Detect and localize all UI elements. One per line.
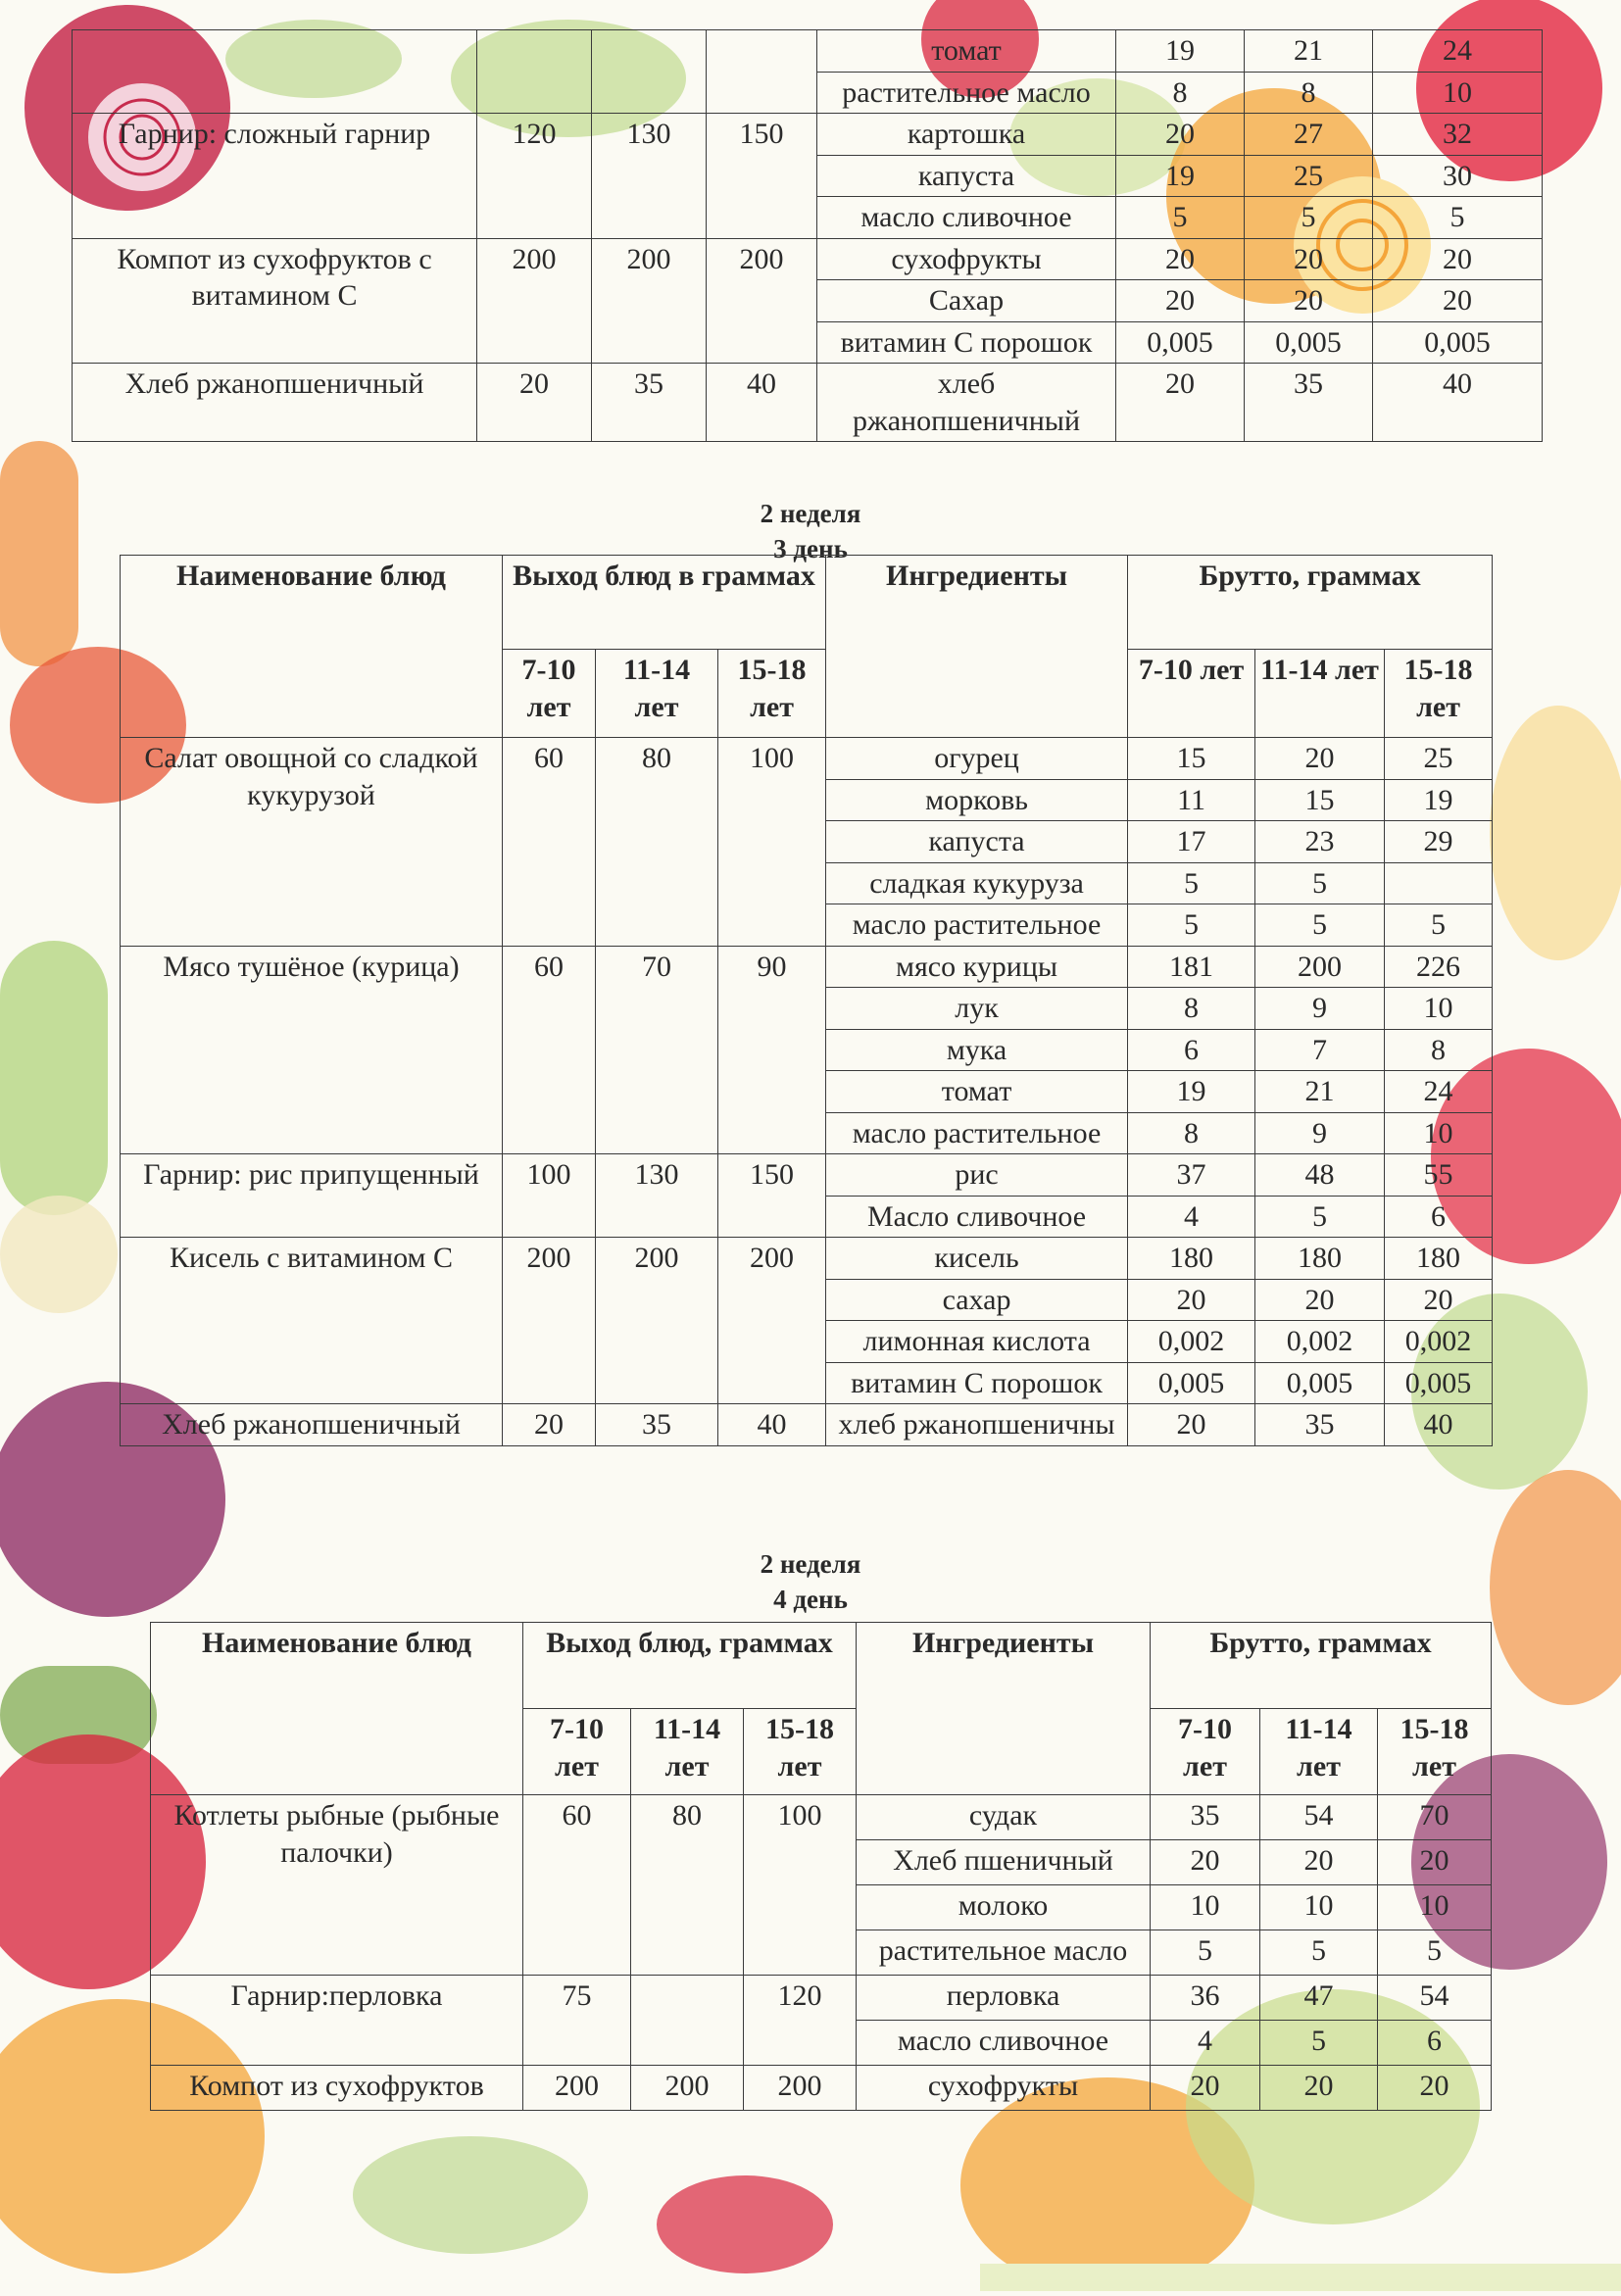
brutto-7-10: 181 [1128,946,1255,988]
day4-col-ingredients: Ингредиенты [857,1623,1151,1795]
ingredient-name: капуста [817,155,1116,197]
day4-table-section [150,1622,1492,2111]
day3-col-yield: Выход блюд в граммах [503,556,826,650]
brutto-7-10: 0,005 [1128,1362,1255,1404]
ingredient-name: Хлеб пшеничный [857,1840,1151,1885]
brutto-15-18: 10 [1373,72,1543,114]
yield-11-14: 70 [596,946,718,1154]
dish-name: Компот из сухофруктов [151,2066,523,2111]
brutto-15-18: 5 [1378,1930,1492,1976]
brutto-11-14: 21 [1245,30,1373,73]
brutto-15-18: 30 [1373,155,1543,197]
ingredient-name: Масло сливочное [826,1196,1128,1238]
brutto-7-10: 20 [1116,280,1245,322]
dish-name: Гарнир:перловка [151,1976,523,2066]
day4-brutto-age-2: 11-14 лет [1260,1709,1378,1795]
ingredient-name: лук [826,988,1128,1030]
brutto-15-18: 20 [1378,2066,1492,2111]
day4-menu-table [150,1622,1492,2111]
brutto-11-14: 0,002 [1255,1321,1385,1363]
ingredient-name: витамин С порошок [826,1362,1128,1404]
brutto-15-18: 226 [1385,946,1493,988]
brutto-15-18: 6 [1385,1196,1493,1238]
ingredient-name: масло растительное [826,904,1128,947]
day3-yield-age-2: 11-14 лет [596,650,718,738]
yield-7-10 [477,30,592,114]
dish-name: Хлеб ржанопшеничный [73,364,477,442]
ingredient-name: молоко [857,1885,1151,1930]
brutto-15-18: 5 [1373,197,1543,239]
yield-15-18 [707,30,817,114]
brutto-7-10: 8 [1128,988,1255,1030]
table-row [121,1238,1493,1280]
brutto-11-14: 20 [1260,1840,1378,1885]
brutto-15-18: 40 [1373,364,1543,442]
ingredient-name: хлеб ржанопшеничный [817,364,1116,442]
brutto-7-10: 37 [1128,1154,1255,1197]
brutto-11-14: 9 [1255,1112,1385,1154]
table-row [151,1795,1492,1840]
yield-15-18: 100 [718,738,826,947]
yield-11-14: 200 [592,238,707,364]
ingredient-name: витамин С порошок [817,321,1116,364]
table-row [73,364,1543,442]
day4-heading [0,1546,1621,1618]
table-row [121,1404,1493,1446]
brutto-15-18: 10 [1385,1112,1493,1154]
brutto-11-14: 20 [1245,238,1373,280]
table-row [73,114,1543,156]
brutto-7-10: 15 [1128,738,1255,780]
brutto-7-10: 20 [1128,1279,1255,1321]
yield-15-18: 120 [744,1976,857,2066]
brutto-7-10: 20 [1128,1404,1255,1446]
yield-15-18: 150 [707,114,817,239]
brutto-15-18: 24 [1373,30,1543,73]
brutto-11-14: 23 [1255,821,1385,863]
yield-7-10: 20 [503,1404,596,1446]
brutto-7-10: 11 [1128,779,1255,821]
brutto-15-18: 20 [1373,280,1543,322]
yield-15-18: 90 [718,946,826,1154]
brutto-11-14: 9 [1255,988,1385,1030]
dish-name: Котлеты рыбные (рыбные палочки) [151,1795,523,1976]
ingredient-name: растительное масло [817,72,1116,114]
yield-11-14 [631,1976,744,2066]
brutto-15-18: 180 [1385,1238,1493,1280]
ingredient-name: масло сливочное [857,2021,1151,2066]
dish-name: Гарнир: рис припущенный [121,1154,503,1238]
brutto-7-10: 19 [1116,155,1245,197]
brutto-15-18: 32 [1373,114,1543,156]
ingredient-name: кисель [826,1238,1128,1280]
brutto-7-10: 19 [1128,1071,1255,1113]
brutto-11-14: 20 [1255,1279,1385,1321]
day4-yield-age-2: 11-14 лет [631,1709,744,1795]
brutto-15-18: 19 [1385,779,1493,821]
brutto-11-14: 0,005 [1245,321,1373,364]
yield-15-18: 150 [718,1154,826,1238]
yield-7-10: 75 [523,1976,631,2066]
table-row [73,238,1543,280]
ingredient-name: морковь [826,779,1128,821]
day3-col-brutto: Брутто, граммах [1128,556,1493,650]
brutto-7-10: 0,005 [1116,321,1245,364]
yield-7-10: 100 [503,1154,596,1238]
brutto-15-18: 29 [1385,821,1493,863]
table-row [151,2066,1492,2111]
yield-15-18: 200 [744,2066,857,2111]
brutto-11-14: 15 [1255,779,1385,821]
brutto-11-14: 35 [1245,364,1373,442]
yield-7-10: 200 [523,2066,631,2111]
brutto-7-10: 20 [1116,114,1245,156]
brutto-11-14: 200 [1255,946,1385,988]
brutto-15-18: 20 [1385,1279,1493,1321]
brutto-11-14: 35 [1255,1404,1385,1446]
ingredient-name: мука [826,1029,1128,1071]
yield-15-18: 40 [707,364,817,442]
yield-11-14: 35 [596,1404,718,1446]
yield-7-10: 20 [477,364,592,442]
brutto-11-14: 10 [1260,1885,1378,1930]
day3-brutto-age-1: 7-10 лет [1128,650,1255,738]
day3-week-label: 2 неделя [760,499,861,528]
ingredient-name: сухофрукты [857,2066,1151,2111]
brutto-11-14: 8 [1245,72,1373,114]
brutto-15-18: 0,002 [1385,1321,1493,1363]
yield-15-18: 200 [707,238,817,364]
brutto-7-10: 20 [1116,238,1245,280]
brutto-11-14: 5 [1255,904,1385,947]
table-row [151,1976,1492,2021]
table-row [121,738,1493,780]
brutto-11-14: 20 [1260,2066,1378,2111]
brutto-7-10: 4 [1151,2021,1260,2066]
ingredient-name: сухофрукты [817,238,1116,280]
brutto-15-18: 25 [1385,738,1493,780]
yield-15-18: 100 [744,1795,857,1976]
dish-name: Салат овощной со сладкой кукурузой [121,738,503,947]
brutto-15-18: 0,005 [1385,1362,1493,1404]
brutto-7-10: 8 [1116,72,1245,114]
brutto-7-10: 35 [1151,1795,1260,1840]
brutto-11-14: 5 [1255,1196,1385,1238]
brutto-7-10: 180 [1128,1238,1255,1280]
day3-brutto-age-2: 11-14 лет [1255,650,1385,738]
dish-name: Кисель с витамином С [121,1238,503,1404]
brutto-15-18: 20 [1378,1840,1492,1885]
brutto-11-14: 0,005 [1255,1362,1385,1404]
brutto-11-14: 20 [1245,280,1373,322]
brutto-11-14: 21 [1255,1071,1385,1113]
brutto-11-14: 27 [1245,114,1373,156]
ingredient-name: сахар [826,1279,1128,1321]
top-table-section [72,29,1543,442]
ingredient-name: мясо курицы [826,946,1128,988]
day4-week-label: 2 неделя [760,1549,861,1579]
brutto-11-14: 54 [1260,1795,1378,1840]
brutto-15-18: 6 [1378,2021,1492,2066]
day4-col-dish: Наименование блюд [151,1623,523,1795]
brutto-15-18: 5 [1385,904,1493,947]
ingredient-name: масло сливочное [817,197,1116,239]
brutto-7-10: 20 [1116,364,1245,442]
brutto-11-14: 5 [1255,862,1385,904]
brutto-7-10: 19 [1116,30,1245,73]
ingredient-name: рис [826,1154,1128,1197]
brutto-11-14: 25 [1245,155,1373,197]
day3-yield-age-1: 7-10 лет [503,650,596,738]
yield-11-14: 80 [596,738,718,947]
table-row [121,1154,1493,1197]
brutto-15-18: 55 [1385,1154,1493,1197]
yield-11-14: 200 [631,2066,744,2111]
brutto-15-18: 40 [1385,1404,1493,1446]
brutto-7-10: 20 [1151,1840,1260,1885]
brutto-11-14: 7 [1255,1029,1385,1071]
brutto-15-18: 10 [1378,1885,1492,1930]
day3-col-dish: Наименование блюд [121,556,503,738]
yield-7-10: 120 [477,114,592,239]
yield-7-10: 60 [503,738,596,947]
ingredient-name: судак [857,1795,1151,1840]
table-row [73,30,1543,73]
brutto-7-10: 5 [1128,862,1255,904]
yield-15-18: 200 [718,1238,826,1404]
ingredient-name: перловка [857,1976,1151,2021]
dish-name [73,30,477,114]
ingredient-name: хлеб ржанопшеничны [826,1404,1128,1446]
brutto-7-10: 10 [1151,1885,1260,1930]
yield-7-10: 60 [503,946,596,1154]
brutto-7-10: 4 [1128,1196,1255,1238]
yield-11-14: 35 [592,364,707,442]
day4-brutto-age-1: 7-10 лет [1151,1709,1260,1795]
day3-day-label: 3 день [773,534,848,564]
brutto-11-14: 20 [1255,738,1385,780]
day4-col-brutto: Брутто, граммах [1151,1623,1492,1709]
top-menu-table [72,29,1543,442]
yield-7-10: 60 [523,1795,631,1976]
brutto-15-18: 54 [1378,1976,1492,2021]
day3-col-ingredients: Ингредиенты [826,556,1128,738]
brutto-11-14: 48 [1255,1154,1385,1197]
brutto-15-18: 20 [1373,238,1543,280]
yield-11-14: 130 [592,114,707,239]
brutto-7-10: 20 [1151,2066,1260,2111]
brutto-7-10: 5 [1128,904,1255,947]
day4-brutto-age-3: 15-18 лет [1378,1709,1492,1795]
brutto-7-10: 5 [1151,1930,1260,1976]
brutto-7-10: 5 [1116,197,1245,239]
dish-name: Компот из сухофруктов с витамином С [73,238,477,364]
brutto-11-14: 5 [1260,2021,1378,2066]
brutto-11-14: 5 [1245,197,1373,239]
day3-yield-age-3: 15-18 лет [718,650,826,738]
ingredient-name: томат [817,30,1116,73]
ingredient-name: томат [826,1071,1128,1113]
brutto-7-10: 0,002 [1128,1321,1255,1363]
day3-menu-table [120,555,1493,1446]
brutto-7-10: 36 [1151,1976,1260,2021]
brutto-15-18: 70 [1378,1795,1492,1840]
brutto-7-10: 17 [1128,821,1255,863]
day4-day-label: 4 день [773,1585,848,1615]
day4-yield-age-1: 7-10 лет [523,1709,631,1795]
brutto-11-14: 180 [1255,1238,1385,1280]
brutto-7-10: 6 [1128,1029,1255,1071]
dish-name: Хлеб ржанопшеничный [121,1404,503,1446]
yield-11-14: 80 [631,1795,744,1976]
brutto-15-18: 10 [1385,988,1493,1030]
ingredient-name: огурец [826,738,1128,780]
table-row [121,946,1493,988]
brutto-15-18: 8 [1385,1029,1493,1071]
ingredient-name: Сахар [817,280,1116,322]
day3-table-section [120,555,1493,1446]
day3-brutto-age-3: 15-18 лет [1385,650,1493,738]
brutto-11-14: 5 [1260,1930,1378,1976]
brutto-15-18: 24 [1385,1071,1493,1113]
ingredient-name: картошка [817,114,1116,156]
yield-15-18: 40 [718,1404,826,1446]
day4-col-yield: Выход блюд, граммах [523,1623,857,1709]
day4-yield-age-3: 15-18 лет [744,1709,857,1795]
yield-11-14: 200 [596,1238,718,1404]
yield-11-14 [592,30,707,114]
ingredient-name: капуста [826,821,1128,863]
brutto-15-18: 0,005 [1373,321,1543,364]
yield-11-14: 130 [596,1154,718,1238]
brutto-7-10: 8 [1128,1112,1255,1154]
ingredient-name: лимонная кислота [826,1321,1128,1363]
ingredient-name: сладкая кукуруза [826,862,1128,904]
dish-name: Гарнир: сложный гарнир [73,114,477,239]
ingredient-name: растительное масло [857,1930,1151,1976]
dish-name: Мясо тушёное (курица) [121,946,503,1154]
yield-7-10: 200 [477,238,592,364]
yield-7-10: 200 [503,1238,596,1404]
brutto-11-14: 47 [1260,1976,1378,2021]
ingredient-name: масло растительное [826,1112,1128,1154]
brutto-15-18 [1385,862,1493,904]
